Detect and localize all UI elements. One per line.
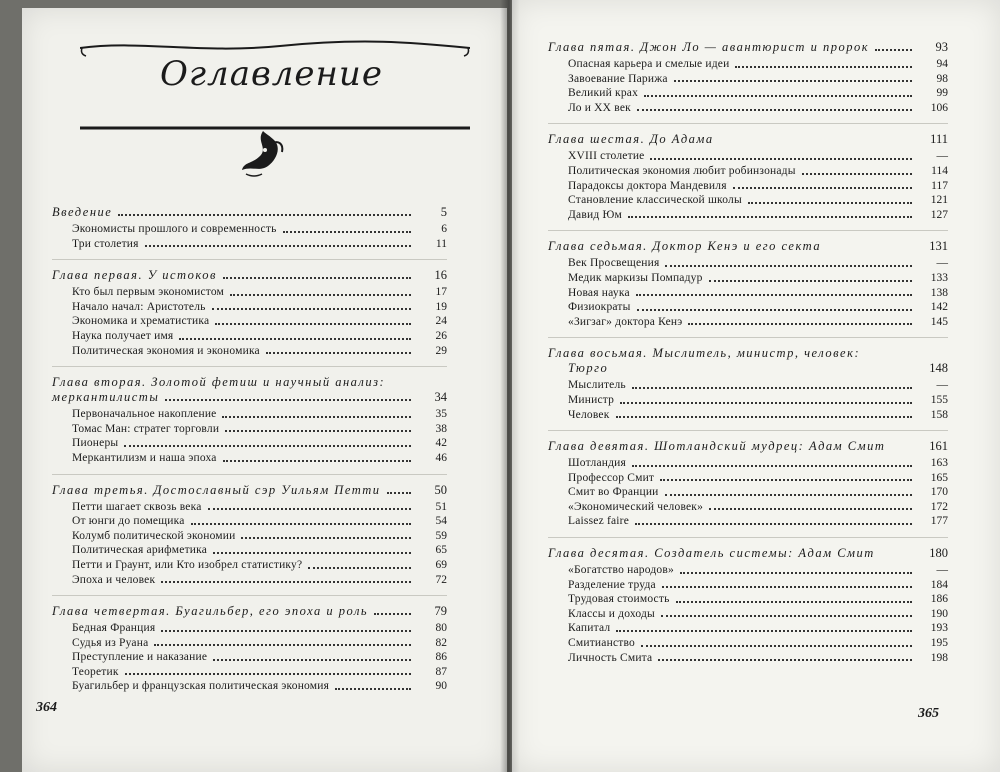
toc-entry: Буагильбер и французская политическая экономия 90 [72,680,447,693]
toc-entry: Смит во Франции 170 [568,486,948,499]
chapter-page: 34 [434,390,447,405]
chapter-block [52,205,447,251]
chapter-page: 131 [929,239,948,254]
toc-entry: Колумб политической экономии 59 [72,529,447,542]
divider [548,537,948,538]
toc-entry: Великий крах 99 [568,87,948,100]
toc-entry: Личность Смита 198 [568,651,948,664]
chapter-block [548,439,948,529]
toc-entry: Профессор Смит 165 [568,471,948,484]
toc-entry: Томас Ман: стратег торговли 38 [72,422,447,435]
chapter-page: 180 [929,546,948,561]
divider [52,259,447,260]
divider [52,595,447,596]
chapter-title: Глава пятая. Джон Ло — авантюрист и пророк [548,40,870,54]
chapter-page: 50 [434,482,447,497]
toc-entry: Кто был первым экономистом 17 [72,286,447,299]
toc-entry: Шотландия 163 [568,457,948,470]
chapter-block [548,346,948,422]
toc-entry: Петти и Граунт, или Кто изобрел статистику? 69 [72,558,447,571]
chapter-page: 161 [929,439,948,454]
toc-entry: Политическая арифметика 65 [72,544,447,557]
toc-entry: Laissez faire 177 [568,515,948,528]
chapter-title-cont: меркантилисты [52,390,160,405]
toc-entry: XVIII столетие — [568,150,948,163]
toc-entry: Человек 158 [568,408,948,421]
toc-entry: Эпоха и человек 72 [72,573,447,586]
toc-entry: «Богатство народов» — [568,564,948,577]
divider [548,123,948,124]
toc-entry: Преступление и наказание 86 [72,651,447,664]
chapter-page: 93 [935,40,948,54]
chapter-title: Глава третья. Достославный сэр Уильям Петти [52,482,381,497]
toc-entry: Трудовая стоимость 186 [568,593,948,606]
toc-entry: Экономисты прошлого и современность 6 [72,223,447,235]
toc-entry: Пионеры 42 [72,437,447,450]
page-number-right: 365 [918,706,939,721]
divider [548,430,948,431]
toc-entry: Бедная Франция 80 [72,622,447,635]
toc-entry: Смитианство 195 [568,637,948,650]
chapter-block [52,483,447,588]
toc-entry: Завоевание Парижа 98 [568,72,948,85]
chapter-page: 16 [434,268,447,283]
toc-right-column [548,40,948,673]
toc-entry: Становление классической школы 121 [568,194,948,207]
toc-entry: Экономика и хрематистика 24 [72,315,447,328]
chapter-title: Глава вторая. Золотой фетиш и научный анализ: [52,375,386,390]
toc-entry: Теоретик 87 [72,665,447,678]
chapter-title: Глава десятая. Создатель системы: Адам Смит [548,546,875,561]
chapter-page: 148 [929,361,948,376]
toc-left-column [52,205,447,702]
toc-entry: Наука получает имя 26 [72,329,447,342]
chapter-page: 79 [434,604,447,619]
page-number-left: 364 [36,700,57,715]
toc-entry: Мыслитель — [568,379,948,392]
toc-entry: Меркантилизм и наша эпоха 46 [72,451,447,464]
book-gutter [500,0,520,772]
chapter-title: Глава четвертая. Буагильбер, его эпоха и роль [52,604,369,619]
toc-entry: Ло и XX век 106 [568,101,948,114]
toc-entry: Медик маркизы Помпадур 133 [568,271,948,284]
toc-heading: Оглавление [160,54,383,94]
chapter-title: Введение [52,205,113,219]
divider [52,366,447,367]
chapter-block [548,132,948,222]
chapter-title: Глава восьмая. Мыслитель, министр, человек: [548,346,861,361]
toc-entry: Капитал 193 [568,622,948,635]
toc-entry: Петти шагает сквозь века 51 [72,500,447,513]
chapter-title: Глава седьмая. Доктор Кенэ и его секта [548,239,822,254]
toc-entry: Политическая экономия и экономика 29 [72,344,447,357]
divider [548,230,948,231]
toc-entry: Министр 155 [568,393,948,406]
toc-entry: Давид Юм 127 [568,208,948,221]
toc-entry: Опасная карьера и смелые идеи 94 [568,58,948,70]
divider [548,337,948,338]
chapter-title: Глава шестая. До Адама [548,132,714,147]
toc-entry: Судья из Руана 82 [72,636,447,649]
toc-entry: Классы и доходы 190 [568,607,948,620]
toc-entry: «Зигзаг» доктора Кенэ 145 [568,315,948,328]
toc-entry: Парадоксы доктора Мандевиля 117 [568,179,948,192]
chapter-block [548,239,948,329]
toc-entry: Век Просвещения — [568,257,948,270]
toc-entry: «Экономический человек» 172 [568,500,948,513]
chapter-block [52,604,447,694]
chapter-title: Глава первая. У истоков [52,268,217,283]
toc-entry: Политическая экономия любит робинзонады 114 [568,164,948,177]
chapter-block [52,268,447,358]
toc-entry: Три столетия 11 [72,237,447,250]
toc-entry: Разделение труда 184 [568,578,948,591]
chapter-title-cont: Тюрго [568,361,609,376]
chapter-block [548,546,948,665]
toc-entry: От юнги до помещика 54 [72,515,447,528]
chapter-page: 111 [930,132,948,147]
divider [52,474,447,475]
toc-entry: Начало начал: Аристотель 19 [72,300,447,313]
heading-block [80,40,470,140]
chapter-block [52,375,447,465]
chapter-title: Глава девятая. Шотландский мудрец: Адам Смит [548,439,886,454]
toc-entry: Физиократы 142 [568,301,948,314]
chapter-block [548,40,948,115]
toc-entry: Первоначальное накопление 35 [72,408,447,421]
toc-entry: Новая наука 138 [568,286,948,299]
bird-ornament-icon [238,126,288,181]
chapter-page: 5 [440,205,447,219]
